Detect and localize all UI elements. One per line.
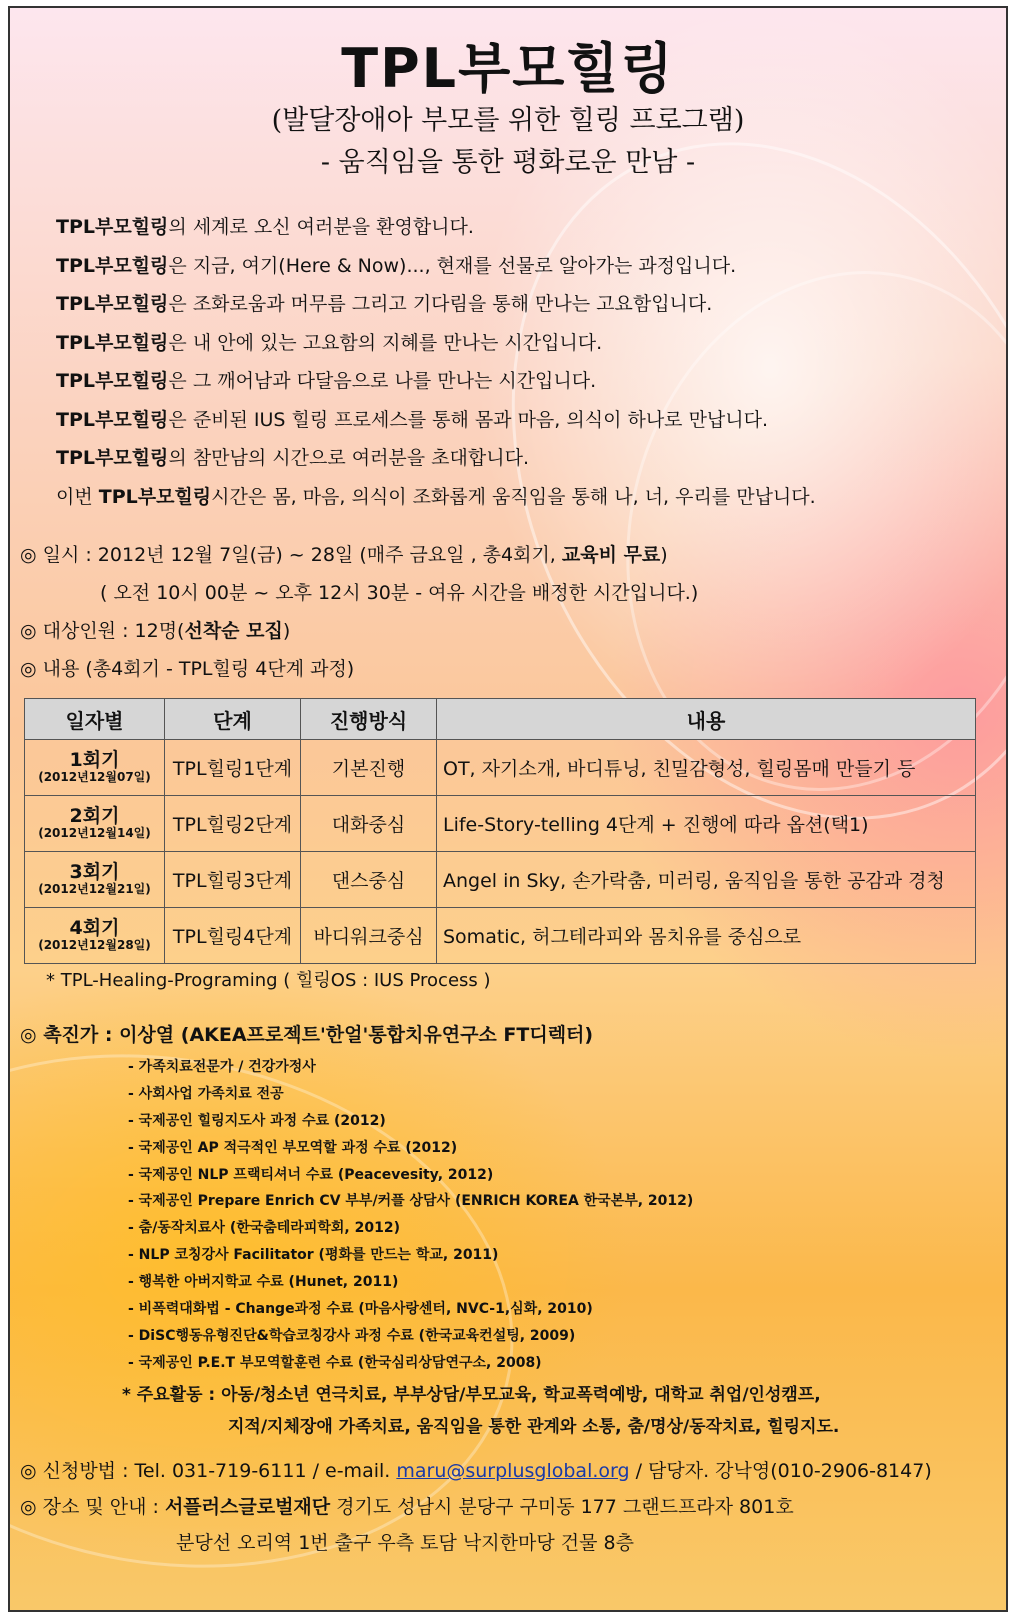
list-item: - 국제공인 Prepare Enrich CV 부부/커플 상담사 (ENRICH KOREA 한국본부, 2012): [128, 1193, 694, 1210]
list-item: - 국제공인 AP 적극적인 부모역할 과정 수료 (2012): [128, 1139, 458, 1156]
content-cell: OT, 자기소개, 바디튜닝, 친밀감형성, 힐링몸매 만들기 등: [437, 740, 976, 796]
intro-line: TPL부모힐링은 내 안에 있는 고요함의 지혜를 만나는 시간입니다.: [56, 331, 603, 354]
apply-info: ◎ 신청방법 : Tel. 031-719-6111 / e-mail. maru@surplusglobal.org / 담당자. 강낙영(010-2906-8147): [20, 1460, 932, 1482]
list-item: - 국제공인 힐링지도사 과정 수료 (2012): [128, 1112, 386, 1129]
stage-cell: TPL힐링1단계: [165, 740, 301, 796]
stage-cell: TPL힐링3단계: [165, 852, 301, 908]
session-cell: 2회기 (2012년12월14일): [25, 796, 165, 852]
facilitator-heading: ◎ 촉진가 : 이상열 (AKEA프로젝트'한얼'통합치유연구소 FT디렉터): [20, 1024, 594, 1046]
page-title: TPL부모힐링: [341, 37, 675, 100]
email-link[interactable]: maru@surplusglobal.org: [396, 1460, 630, 1482]
intro-line: TPL부모힐링은 지금, 여기(Here & Now)..., 현재를 선물로 알아가는 과정입니다.: [56, 254, 737, 277]
activities-line: 지적/지체장애 가족치료, 움직임을 통한 관계와 소통, 춤/명상/동작치료, 힐링지도.: [228, 1417, 840, 1437]
session-cell: 4회기 (2012년12월28일): [25, 908, 165, 964]
list-item: - 사회사업 가족치료 전공: [128, 1085, 284, 1102]
schedule-table: [24, 698, 976, 964]
table-row: [25, 852, 976, 908]
stage-cell: TPL힐링2단계: [165, 796, 301, 852]
list-item: - DiSC행동유형진단&학습코칭강사 과정 수료 (한국교육컨설팅, 2009): [128, 1327, 576, 1344]
list-item: - 가족치료전문가 / 건강가정사: [128, 1059, 316, 1075]
place-info: ◎ 장소 및 안내 : 서플러스글로벌재단 경기도 성남시 분당구 구미동 177 그랜드프라자 801호: [20, 1496, 794, 1518]
stage-cell: TPL힐링4단계: [165, 908, 301, 964]
content-label: ◎ 내용 (총4회기 - TPL힐링 4단계 과정): [20, 658, 355, 680]
content-cell: Somatic, 허그테라피와 몸치유를 중심으로: [437, 908, 976, 964]
page-subtitle: (발달장애아 부모를 위한 힐링 프로그램): [271, 105, 745, 136]
schedule-time: ( 오전 10시 00분 ~ 오후 12시 30분 - 여유 시간을 배정한 시간입니다.): [100, 582, 699, 604]
table-header: 내용: [437, 699, 976, 740]
table-header: 단계: [165, 699, 301, 740]
content-cell: Life-Story-telling 4단계 + 진행에 따라 옵션(택1): [437, 796, 976, 852]
intro-line: TPL부모힐링의 참만남의 시간으로 여러분을 초대합니다.: [56, 447, 529, 469]
table-row: [25, 908, 976, 964]
list-item: - 비폭력대화법 - Change과정 수료 (마음사랑센터, NVC-1,심화, 2010): [128, 1301, 593, 1318]
table-header-row: [25, 699, 976, 740]
schedule-info: ◎ 일시 : 2012년 12월 7일(금) ~ 28일 (매주 금요일 , 총4회기, 교육비 무료): [20, 544, 668, 566]
table-header: 진행방식: [301, 699, 437, 740]
list-item: - NLP 코칭강사 Facilitator (평화를 만드는 학교, 2011): [128, 1247, 499, 1264]
list-item: - 춤/동작치료사 (한국춤테라피학회, 2012): [128, 1220, 400, 1237]
directions: 분당선 오리역 1번 출구 우측 토담 낙지한마당 건물 8층: [176, 1532, 634, 1554]
intro-line: TPL부모힐링의 세계로 오신 여러분을 환영합니다.: [56, 216, 474, 238]
credentials-list: [128, 1054, 693, 1377]
table-header: 일자별: [25, 699, 165, 740]
session-cell: 3회기 (2012년12월21일): [25, 852, 165, 908]
intro-section: [56, 208, 816, 516]
target-info: ◎ 대상인원 : 12명(선착순 모집): [20, 620, 291, 642]
method-cell: 기본진행: [301, 740, 437, 796]
intro-line: TPL부모힐링은 조화로움과 머무름 그리고 기다림을 통해 만나는 고요함입니다.: [56, 293, 713, 315]
page-tagline: - 움직임을 통한 평화로운 만남 -: [320, 147, 696, 178]
method-cell: 대화중심: [301, 796, 437, 852]
session-cell: 1회기 (2012년12월07일): [25, 740, 165, 796]
intro-line: 이번 TPL부모힐링시간은 몸, 마음, 의식이 조화롭게 움직임을 통해 나, 너, 우리를 만납니다.: [56, 485, 816, 508]
table-row: [25, 740, 976, 796]
intro-line: TPL부모힐링은 그 깨어남과 다달음으로 나를 만나는 시간입니다.: [56, 370, 597, 392]
list-item: - 행복한 아버지학교 수료 (Hunet, 2011): [128, 1274, 399, 1291]
method-cell: 댄스중심: [301, 852, 437, 908]
table-row: [25, 796, 976, 852]
free-badge: 교육비 무료: [561, 544, 661, 566]
flyer-page: [8, 6, 1008, 1612]
activities-line: * 주요활동 : 아동/청소년 연극치료, 부부상담/부모교육, 학교폭력예방, 대학교 취업/인성캠프,: [122, 1385, 821, 1405]
content-cell: Angel in Sky, 손가락춤, 미러링, 움직임을 통한 공감과 경청: [437, 852, 976, 908]
list-item: - 국제공인 NLP 프랙티셔너 수료 (Peacevesity, 2012): [128, 1166, 494, 1183]
list-item: - 국제공인 P.E.T 부모역할훈련 수료 (한국심리상담연구소, 2008): [128, 1354, 542, 1371]
program-note: * TPL-Healing-Programing ( 힐링OS : IUS Process ): [46, 970, 491, 991]
intro-line: TPL부모힐링은 준비된 IUS 힐링 프로세스를 통해 몸과 마음, 의식이 하나로 만납니다.: [56, 408, 769, 431]
method-cell: 바디워크중심: [301, 908, 437, 964]
